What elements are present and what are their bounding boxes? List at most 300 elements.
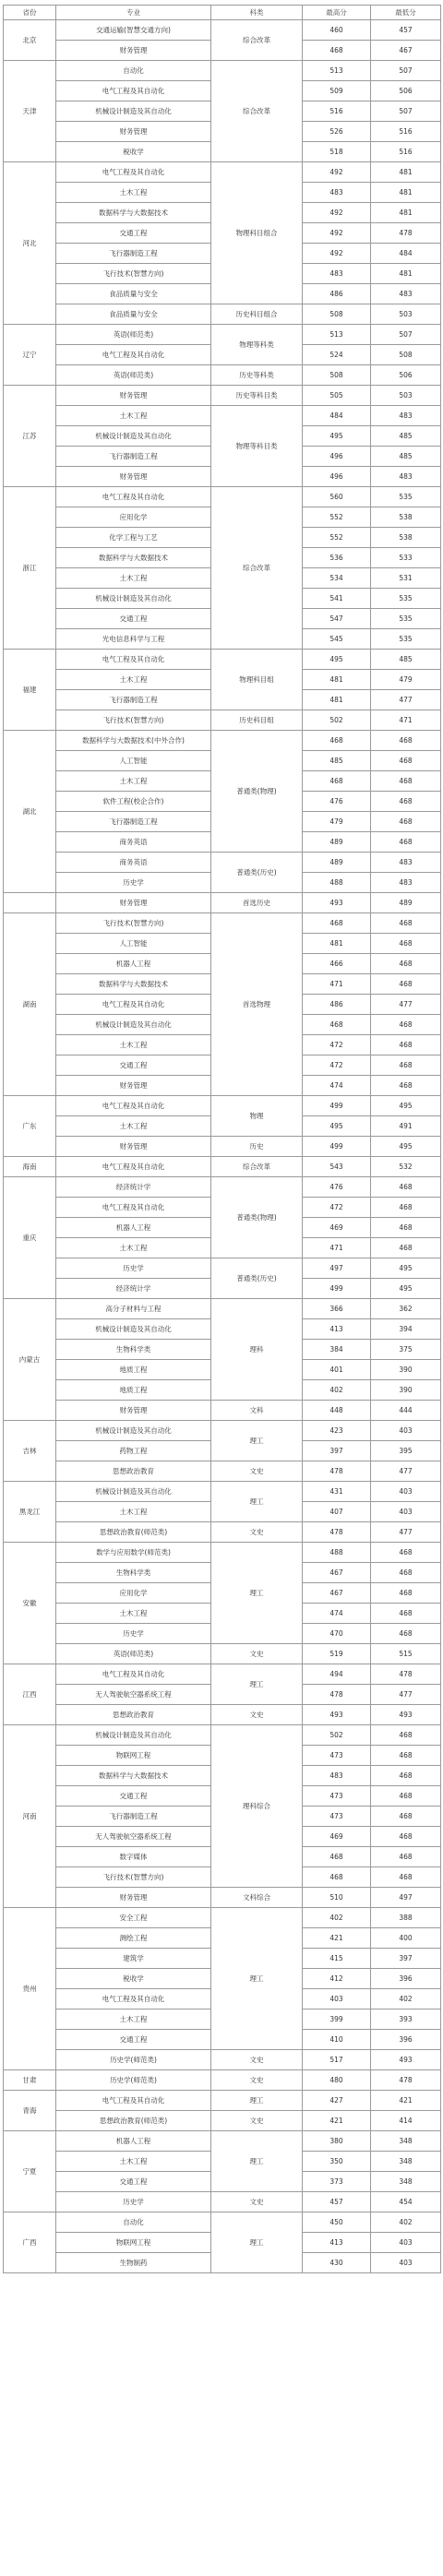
- max-score-cell: 384: [303, 1340, 371, 1360]
- major-cell: 商务英语: [56, 832, 211, 853]
- subject-cell: 物理等科目类: [211, 406, 303, 487]
- min-score-cell: 506: [371, 81, 441, 101]
- max-score-cell: 480: [303, 2070, 371, 2091]
- min-score-cell: 375: [371, 1340, 441, 1360]
- major-cell: 土木工程: [56, 1502, 211, 1522]
- max-score-cell: 478: [303, 1522, 371, 1543]
- max-score-cell: 350: [303, 2152, 371, 2172]
- min-score-cell: 454: [371, 2192, 441, 2212]
- max-score-cell: 468: [303, 1847, 371, 1867]
- header-min-score: 最低分: [371, 6, 441, 20]
- max-score-cell: 552: [303, 507, 371, 528]
- min-score-cell: 493: [371, 1705, 441, 1725]
- table-row: [4, 1908, 441, 1928]
- major-cell: 财务管理: [56, 893, 211, 913]
- major-cell: 生物制药: [56, 2253, 211, 2273]
- province-cell: 安徽: [4, 1543, 56, 1664]
- min-score-cell: 535: [371, 609, 441, 629]
- max-score-cell: 552: [303, 528, 371, 548]
- major-cell: 思想政治教育: [56, 1461, 211, 1482]
- major-cell: 自动化: [56, 2212, 211, 2233]
- max-score-cell: 430: [303, 2253, 371, 2273]
- table-row: [4, 2212, 441, 2233]
- major-cell: 药物工程: [56, 1441, 211, 1461]
- table-row: [4, 731, 441, 751]
- major-cell: 历史学: [56, 1258, 211, 1279]
- min-score-cell: 400: [371, 1928, 441, 1949]
- major-cell: 机器人工程: [56, 1218, 211, 1238]
- table-row: [4, 1157, 441, 1177]
- max-score-cell: 472: [303, 1198, 371, 1218]
- max-score-cell: 474: [303, 1076, 371, 1096]
- table-body: [4, 20, 441, 2273]
- province-cell: 湖南: [4, 913, 56, 1096]
- max-score-cell: 403: [303, 1989, 371, 2010]
- major-cell: 土木工程: [56, 1604, 211, 1624]
- major-cell: 历史学: [56, 873, 211, 893]
- min-score-cell: 414: [371, 2111, 441, 2131]
- min-score-cell: 468: [371, 1624, 441, 1644]
- max-score-cell: 366: [303, 1299, 371, 1319]
- table-row: [4, 1401, 441, 1421]
- min-score-cell: 538: [371, 528, 441, 548]
- max-score-cell: 471: [303, 1238, 371, 1258]
- major-cell: 历史学: [56, 1624, 211, 1644]
- table-row: [4, 1522, 441, 1543]
- min-score-cell: 403: [371, 1421, 441, 1441]
- table-row: [4, 1299, 441, 1319]
- table-row: [4, 2131, 441, 2152]
- max-score-cell: 397: [303, 1441, 371, 1461]
- major-cell: 地质工程: [56, 1360, 211, 1380]
- major-cell: 应用化学: [56, 1583, 211, 1604]
- max-score-cell: 472: [303, 1035, 371, 1055]
- max-score-cell: 421: [303, 2111, 371, 2131]
- major-cell: 飞行器制造工程: [56, 1807, 211, 1827]
- major-cell: 土木工程: [56, 771, 211, 792]
- min-score-cell: 468: [371, 1076, 441, 1096]
- min-score-cell: 477: [371, 1461, 441, 1482]
- major-cell: 土木工程: [56, 183, 211, 203]
- admission-score-table: [3, 5, 441, 2273]
- subject-cell: 历史: [211, 1137, 303, 1157]
- major-cell: 税收学: [56, 1969, 211, 1989]
- min-score-cell: 495: [371, 1137, 441, 1157]
- min-score-cell: 468: [371, 771, 441, 792]
- major-cell: 电气工程及其自动化: [56, 1198, 211, 1218]
- min-score-cell: 507: [371, 61, 441, 81]
- major-cell: 土木工程: [56, 1116, 211, 1137]
- max-score-cell: 481: [303, 670, 371, 690]
- major-cell: 机械设计制造及其自动化: [56, 1015, 211, 1035]
- major-cell: 飞行技术(智慧方向): [56, 710, 211, 731]
- major-cell: 飞行技术(智慧方向): [56, 913, 211, 934]
- max-score-cell: 478: [303, 1685, 371, 1705]
- province-cell: 重庆: [4, 1177, 56, 1299]
- max-score-cell: 486: [303, 284, 371, 304]
- subject-cell: 历史科目组: [211, 710, 303, 731]
- max-score-cell: 473: [303, 1746, 371, 1766]
- subject-cell: 综合改革: [211, 1157, 303, 1177]
- table-row: [4, 1888, 441, 1908]
- province-cell: 河北: [4, 162, 56, 325]
- major-cell: 飞行器制造工程: [56, 690, 211, 710]
- min-score-cell: 403: [371, 2233, 441, 2253]
- table-row: [4, 2050, 441, 2070]
- max-score-cell: 485: [303, 751, 371, 771]
- subject-cell: 综合改革: [211, 61, 303, 162]
- max-score-cell: 410: [303, 2030, 371, 2050]
- max-score-cell: 494: [303, 1664, 371, 1685]
- major-cell: 生物科学类: [56, 1563, 211, 1583]
- major-cell: 数据科学与大数据技术: [56, 548, 211, 568]
- min-score-cell: 485: [371, 447, 441, 467]
- max-score-cell: 505: [303, 386, 371, 406]
- min-score-cell: 348: [371, 2172, 441, 2192]
- table-row: [4, 2070, 441, 2091]
- min-score-cell: 483: [371, 467, 441, 487]
- max-score-cell: 373: [303, 2172, 371, 2192]
- major-cell: 飞行技术(智慧方向): [56, 264, 211, 284]
- major-cell: 电气工程及其自动化: [56, 650, 211, 670]
- max-score-cell: 536: [303, 548, 371, 568]
- max-score-cell: 483: [303, 264, 371, 284]
- major-cell: 食品质量与安全: [56, 304, 211, 325]
- min-score-cell: 348: [371, 2131, 441, 2152]
- major-cell: 电气工程及其自动化: [56, 1664, 211, 1685]
- subject-cell: 理科综合: [211, 1725, 303, 1888]
- max-score-cell: 496: [303, 467, 371, 487]
- max-score-cell: 513: [303, 61, 371, 81]
- min-score-cell: 402: [371, 2212, 441, 2233]
- major-cell: 交通工程: [56, 1786, 211, 1807]
- max-score-cell: 399: [303, 2010, 371, 2030]
- min-score-cell: 444: [371, 1401, 441, 1421]
- subject-cell: 文史: [211, 1705, 303, 1725]
- subject-cell: 文史: [211, 2192, 303, 2212]
- subject-cell: 首选历史: [211, 893, 303, 913]
- major-cell: 机械设计制造及其自动化: [56, 589, 211, 609]
- max-score-cell: 472: [303, 1055, 371, 1076]
- major-cell: 机械设计制造及其自动化: [56, 426, 211, 447]
- table-row: [4, 304, 441, 325]
- max-score-cell: 486: [303, 995, 371, 1015]
- table-row: [4, 1664, 441, 1685]
- min-score-cell: 535: [371, 589, 441, 609]
- subject-cell: 理工: [211, 1421, 303, 1461]
- table-row: [4, 1543, 441, 1563]
- major-cell: 电气工程及其自动化: [56, 345, 211, 365]
- min-score-cell: 403: [371, 1482, 441, 1502]
- min-score-cell: 479: [371, 670, 441, 690]
- max-score-cell: 415: [303, 1949, 371, 1969]
- min-score-cell: 468: [371, 934, 441, 954]
- max-score-cell: 499: [303, 1279, 371, 1299]
- max-score-cell: 488: [303, 873, 371, 893]
- max-score-cell: 407: [303, 1502, 371, 1522]
- max-score-cell: 427: [303, 2091, 371, 2111]
- min-score-cell: 394: [371, 1319, 441, 1340]
- major-cell: 物联网工程: [56, 1746, 211, 1766]
- province-cell: 海南: [4, 1157, 56, 1177]
- province-cell: 福建: [4, 650, 56, 731]
- max-score-cell: 431: [303, 1482, 371, 1502]
- subject-cell: 首选物理: [211, 913, 303, 1096]
- max-score-cell: 497: [303, 1258, 371, 1279]
- max-score-cell: 489: [303, 832, 371, 853]
- max-score-cell: 474: [303, 1604, 371, 1624]
- major-cell: 商务英语: [56, 853, 211, 873]
- max-score-cell: 495: [303, 1116, 371, 1137]
- province-cell: 甘肃: [4, 2070, 56, 2091]
- major-cell: 机器人工程: [56, 954, 211, 974]
- major-cell: 电气工程及其自动化: [56, 487, 211, 507]
- min-score-cell: 481: [371, 162, 441, 183]
- major-cell: 财务管理: [56, 122, 211, 142]
- table-row: [4, 913, 441, 934]
- province-cell: 广西: [4, 2212, 56, 2273]
- min-score-cell: 531: [371, 568, 441, 589]
- min-score-cell: 481: [371, 264, 441, 284]
- major-cell: 土木工程: [56, 406, 211, 426]
- max-score-cell: 468: [303, 1015, 371, 1035]
- max-score-cell: 508: [303, 365, 371, 386]
- max-score-cell: 401: [303, 1360, 371, 1380]
- min-score-cell: 468: [371, 1198, 441, 1218]
- min-score-cell: 478: [371, 223, 441, 244]
- subject-cell: 普通类(物理): [211, 1177, 303, 1258]
- max-score-cell: 517: [303, 2050, 371, 2070]
- major-cell: 历史学(师范类): [56, 2050, 211, 2070]
- major-cell: 财务管理: [56, 1888, 211, 1908]
- max-score-cell: 460: [303, 20, 371, 41]
- max-score-cell: 493: [303, 1705, 371, 1725]
- max-score-cell: 473: [303, 1807, 371, 1827]
- major-cell: 无人驾驶航空器系统工程: [56, 1685, 211, 1705]
- min-score-cell: 532: [371, 1157, 441, 1177]
- min-score-cell: 390: [371, 1360, 441, 1380]
- max-score-cell: 470: [303, 1624, 371, 1644]
- table-row: [4, 61, 441, 81]
- max-score-cell: 513: [303, 325, 371, 345]
- min-score-cell: 497: [371, 1888, 441, 1908]
- major-cell: 经济统计学: [56, 1279, 211, 1299]
- min-score-cell: 421: [371, 2091, 441, 2111]
- header-province: 省份: [4, 6, 56, 20]
- header-row: [4, 6, 441, 20]
- subject-cell: 历史等科类: [211, 365, 303, 386]
- max-score-cell: 450: [303, 2212, 371, 2233]
- min-score-cell: 503: [371, 304, 441, 325]
- major-cell: 机械设计制造及其自动化: [56, 101, 211, 122]
- min-score-cell: 484: [371, 244, 441, 264]
- min-score-cell: 468: [371, 1766, 441, 1786]
- min-score-cell: 483: [371, 406, 441, 426]
- subject-cell: 文史: [211, 2050, 303, 2070]
- major-cell: 食品质量与安全: [56, 284, 211, 304]
- min-score-cell: 471: [371, 710, 441, 731]
- min-score-cell: 468: [371, 913, 441, 934]
- table-row: [4, 2111, 441, 2131]
- min-score-cell: 468: [371, 1177, 441, 1198]
- table-row: [4, 487, 441, 507]
- subject-cell: 物理: [211, 1096, 303, 1137]
- min-score-cell: 503: [371, 386, 441, 406]
- subject-cell: 普通类(历史): [211, 853, 303, 893]
- major-cell: 数学与应用数学(师范类): [56, 1543, 211, 1563]
- max-score-cell: 467: [303, 1563, 371, 1583]
- major-cell: 机械设计制造及其自动化: [56, 1725, 211, 1746]
- major-cell: 思想政治教育(师范类): [56, 1522, 211, 1543]
- max-score-cell: 476: [303, 792, 371, 812]
- min-score-cell: 468: [371, 1218, 441, 1238]
- min-score-cell: 468: [371, 1563, 441, 1583]
- major-cell: 财务管理: [56, 467, 211, 487]
- table-row: [4, 1705, 441, 1725]
- subject-cell: 综合改革: [211, 487, 303, 650]
- major-cell: 软件工程(校企合作): [56, 792, 211, 812]
- min-score-cell: 468: [371, 1583, 441, 1604]
- major-cell: 交通工程: [56, 1055, 211, 1076]
- table-row: [4, 1644, 441, 1664]
- min-score-cell: 403: [371, 1502, 441, 1522]
- min-score-cell: 390: [371, 1380, 441, 1401]
- min-score-cell: 468: [371, 1238, 441, 1258]
- major-cell: 土木工程: [56, 2010, 211, 2030]
- major-cell: 电气工程及其自动化: [56, 2091, 211, 2111]
- max-score-cell: 509: [303, 81, 371, 101]
- max-score-cell: 479: [303, 812, 371, 832]
- min-score-cell: 403: [371, 2253, 441, 2273]
- min-score-cell: 402: [371, 1989, 441, 2010]
- min-score-cell: 468: [371, 1867, 441, 1888]
- major-cell: 物联网工程: [56, 2233, 211, 2253]
- header-major: 专业: [56, 6, 211, 20]
- max-score-cell: 468: [303, 41, 371, 61]
- min-score-cell: 468: [371, 1035, 441, 1055]
- major-cell: 财务管理: [56, 386, 211, 406]
- max-score-cell: 499: [303, 1096, 371, 1116]
- subject-cell: 物理科目组: [211, 650, 303, 710]
- province-cell: 北京: [4, 20, 56, 61]
- major-cell: 生物科学类: [56, 1340, 211, 1360]
- province-cell: 贵州: [4, 1908, 56, 2070]
- table-row: [4, 325, 441, 345]
- major-cell: 数字媒体: [56, 1847, 211, 1867]
- max-score-cell: 560: [303, 487, 371, 507]
- max-score-cell: 488: [303, 1543, 371, 1563]
- province-cell: 江苏: [4, 386, 56, 487]
- major-cell: 测绘工程: [56, 1928, 211, 1949]
- min-score-cell: 483: [371, 284, 441, 304]
- major-cell: 飞行技术(智慧方向): [56, 1867, 211, 1888]
- max-score-cell: 473: [303, 1786, 371, 1807]
- max-score-cell: 481: [303, 690, 371, 710]
- subject-cell: 文史: [211, 2111, 303, 2131]
- max-score-cell: 423: [303, 1421, 371, 1441]
- min-score-cell: 535: [371, 487, 441, 507]
- major-cell: 历史学(师范类): [56, 2070, 211, 2091]
- min-score-cell: 468: [371, 751, 441, 771]
- major-cell: 飞行器制造工程: [56, 244, 211, 264]
- min-score-cell: 468: [371, 974, 441, 995]
- min-score-cell: 485: [371, 426, 441, 447]
- max-score-cell: 469: [303, 1218, 371, 1238]
- table-row: [4, 1421, 441, 1441]
- max-score-cell: 402: [303, 1908, 371, 1928]
- max-score-cell: 489: [303, 853, 371, 873]
- table-row: [4, 386, 441, 406]
- major-cell: 数据科学与大数据技术(中外合作): [56, 731, 211, 751]
- min-score-cell: 467: [371, 41, 441, 61]
- min-score-cell: 491: [371, 1116, 441, 1137]
- min-score-cell: 468: [371, 792, 441, 812]
- subject-cell: 普通类(历史): [211, 1258, 303, 1299]
- major-cell: 人工智能: [56, 751, 211, 771]
- min-score-cell: 516: [371, 142, 441, 162]
- max-score-cell: 481: [303, 934, 371, 954]
- min-score-cell: 468: [371, 1847, 441, 1867]
- min-score-cell: 507: [371, 325, 441, 345]
- subject-cell: 理工: [211, 1482, 303, 1522]
- min-score-cell: 495: [371, 1096, 441, 1116]
- max-score-cell: 493: [303, 893, 371, 913]
- major-cell: 光电信息科学与工程: [56, 629, 211, 650]
- province-cell: 黑龙江: [4, 1482, 56, 1543]
- min-score-cell: 468: [371, 812, 441, 832]
- min-score-cell: 481: [371, 203, 441, 223]
- province-cell: 宁夏: [4, 2131, 56, 2212]
- major-cell: 自动化: [56, 61, 211, 81]
- major-cell: 数据科学与大数据技术: [56, 203, 211, 223]
- major-cell: 应用化学: [56, 507, 211, 528]
- major-cell: 电气工程及其自动化: [56, 162, 211, 183]
- major-cell: 交通工程: [56, 2030, 211, 2050]
- subject-cell: 文史: [211, 1461, 303, 1482]
- max-score-cell: 466: [303, 954, 371, 974]
- table-row: [4, 650, 441, 670]
- subject-cell: 理工: [211, 2131, 303, 2192]
- table-row: [4, 853, 441, 873]
- major-cell: 机械设计制造及其自动化: [56, 1482, 211, 1502]
- subject-cell: 物理科目组合: [211, 162, 303, 304]
- min-score-cell: 508: [371, 345, 441, 365]
- min-score-cell: 483: [371, 853, 441, 873]
- max-score-cell: 380: [303, 2131, 371, 2152]
- major-cell: 思想政治教育(师范类): [56, 2111, 211, 2131]
- subject-cell: 综合改革: [211, 20, 303, 61]
- major-cell: 英语(师范类): [56, 325, 211, 345]
- header-max-score: 最高分: [303, 6, 371, 20]
- min-score-cell: 489: [371, 893, 441, 913]
- max-score-cell: 468: [303, 913, 371, 934]
- max-score-cell: 526: [303, 122, 371, 142]
- major-cell: 税收学: [56, 142, 211, 162]
- major-cell: 思想政治教育: [56, 1705, 211, 1725]
- max-score-cell: 421: [303, 1928, 371, 1949]
- min-score-cell: 477: [371, 690, 441, 710]
- province-cell: 辽宁: [4, 325, 56, 386]
- max-score-cell: 478: [303, 1461, 371, 1482]
- province-cell: 吉林: [4, 1421, 56, 1482]
- province-cell: 河南: [4, 1725, 56, 1908]
- max-score-cell: 457: [303, 2192, 371, 2212]
- major-cell: 机械设计制造及其自动化: [56, 1319, 211, 1340]
- subject-cell: 理工: [211, 1908, 303, 2050]
- major-cell: 无人驾驶航空器系统工程: [56, 1827, 211, 1847]
- major-cell: 电气工程及其自动化: [56, 1096, 211, 1116]
- min-score-cell: 495: [371, 1279, 441, 1299]
